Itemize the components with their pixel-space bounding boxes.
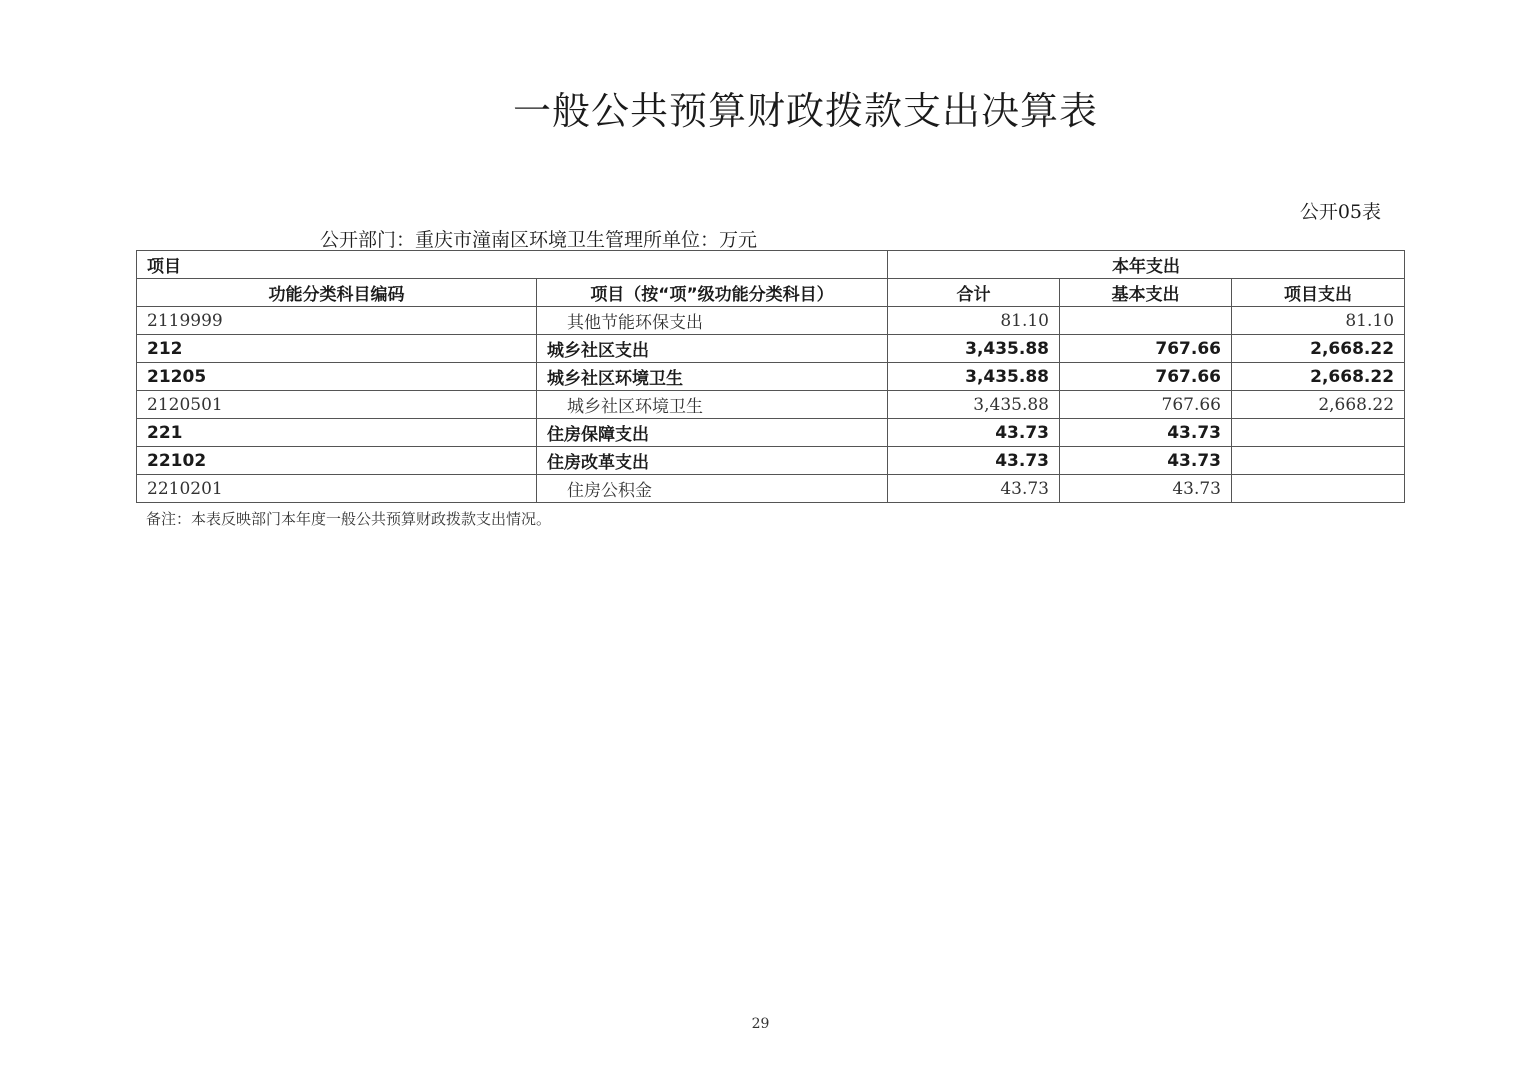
header-item-name: 项目（按“项”级功能分类科目） xyxy=(537,279,888,307)
table-note: 备注：本表反映部门本年度一般公共预算财政拨款支出情况。 xyxy=(146,510,552,528)
row-total: 43.73 xyxy=(888,475,1060,503)
table-row xyxy=(137,391,1405,419)
row-project: 2,668.22 xyxy=(1232,363,1405,391)
row-project xyxy=(1232,419,1405,447)
header-project: 项目支出 xyxy=(1232,279,1405,307)
table-row xyxy=(137,447,1405,475)
table-row xyxy=(137,419,1405,447)
row-item-name: 住房保障支出 xyxy=(537,419,888,447)
row-basic: 767.66 xyxy=(1060,363,1232,391)
row-code: 22102 xyxy=(137,447,537,475)
table-row xyxy=(137,335,1405,363)
row-basic: 43.73 xyxy=(1060,419,1232,447)
row-code: 2119999 xyxy=(137,307,537,335)
row-basic: 43.73 xyxy=(1060,475,1232,503)
row-code: 2210201 xyxy=(137,475,537,503)
row-item-name: 城乡社区环境卫生 xyxy=(537,363,888,391)
row-total: 3,435.88 xyxy=(888,363,1060,391)
page-title: 一般公共预算财政拨款支出决算表 xyxy=(512,89,1098,133)
table-header-row-1 xyxy=(137,251,1405,279)
row-total: 43.73 xyxy=(888,447,1060,475)
row-basic: 767.66 xyxy=(1060,391,1232,419)
row-project: 2,668.22 xyxy=(1232,335,1405,363)
row-total: 81.10 xyxy=(888,307,1060,335)
row-item-name: 其他节能环保支出 xyxy=(537,307,888,335)
row-code: 212 xyxy=(137,335,537,363)
page-number: 29 xyxy=(751,1016,770,1032)
row-project: 2,668.22 xyxy=(1232,391,1405,419)
expenditure-table xyxy=(136,250,1405,503)
department-unit-line: 公开部门：重庆市潼南区环境卫生管理所单位：万元 xyxy=(320,229,758,251)
row-item-name: 城乡社区环境卫生 xyxy=(537,391,888,419)
row-project xyxy=(1232,475,1405,503)
table-row xyxy=(137,475,1405,503)
row-code: 2120501 xyxy=(137,391,537,419)
row-code: 221 xyxy=(137,419,537,447)
table-header-row-2 xyxy=(137,279,1405,307)
row-project: 81.10 xyxy=(1232,307,1405,335)
header-item: 项目 xyxy=(137,251,888,279)
row-project xyxy=(1232,447,1405,475)
row-total: 43.73 xyxy=(888,419,1060,447)
table-row xyxy=(137,363,1405,391)
header-code: 功能分类科目编码 xyxy=(137,279,537,307)
table-row xyxy=(137,307,1405,335)
row-total: 3,435.88 xyxy=(888,391,1060,419)
row-total: 3,435.88 xyxy=(888,335,1060,363)
row-item-name: 住房改革支出 xyxy=(537,447,888,475)
header-current-year: 本年支出 xyxy=(888,251,1405,279)
table-id-label: 公开05表 xyxy=(1299,201,1381,223)
header-basic: 基本支出 xyxy=(1060,279,1232,307)
row-basic xyxy=(1060,307,1232,335)
row-basic: 43.73 xyxy=(1060,447,1232,475)
row-item-name: 住房公积金 xyxy=(537,475,888,503)
row-code: 21205 xyxy=(137,363,537,391)
header-total: 合计 xyxy=(888,279,1060,307)
row-item-name: 城乡社区支出 xyxy=(537,335,888,363)
row-basic: 767.66 xyxy=(1060,335,1232,363)
